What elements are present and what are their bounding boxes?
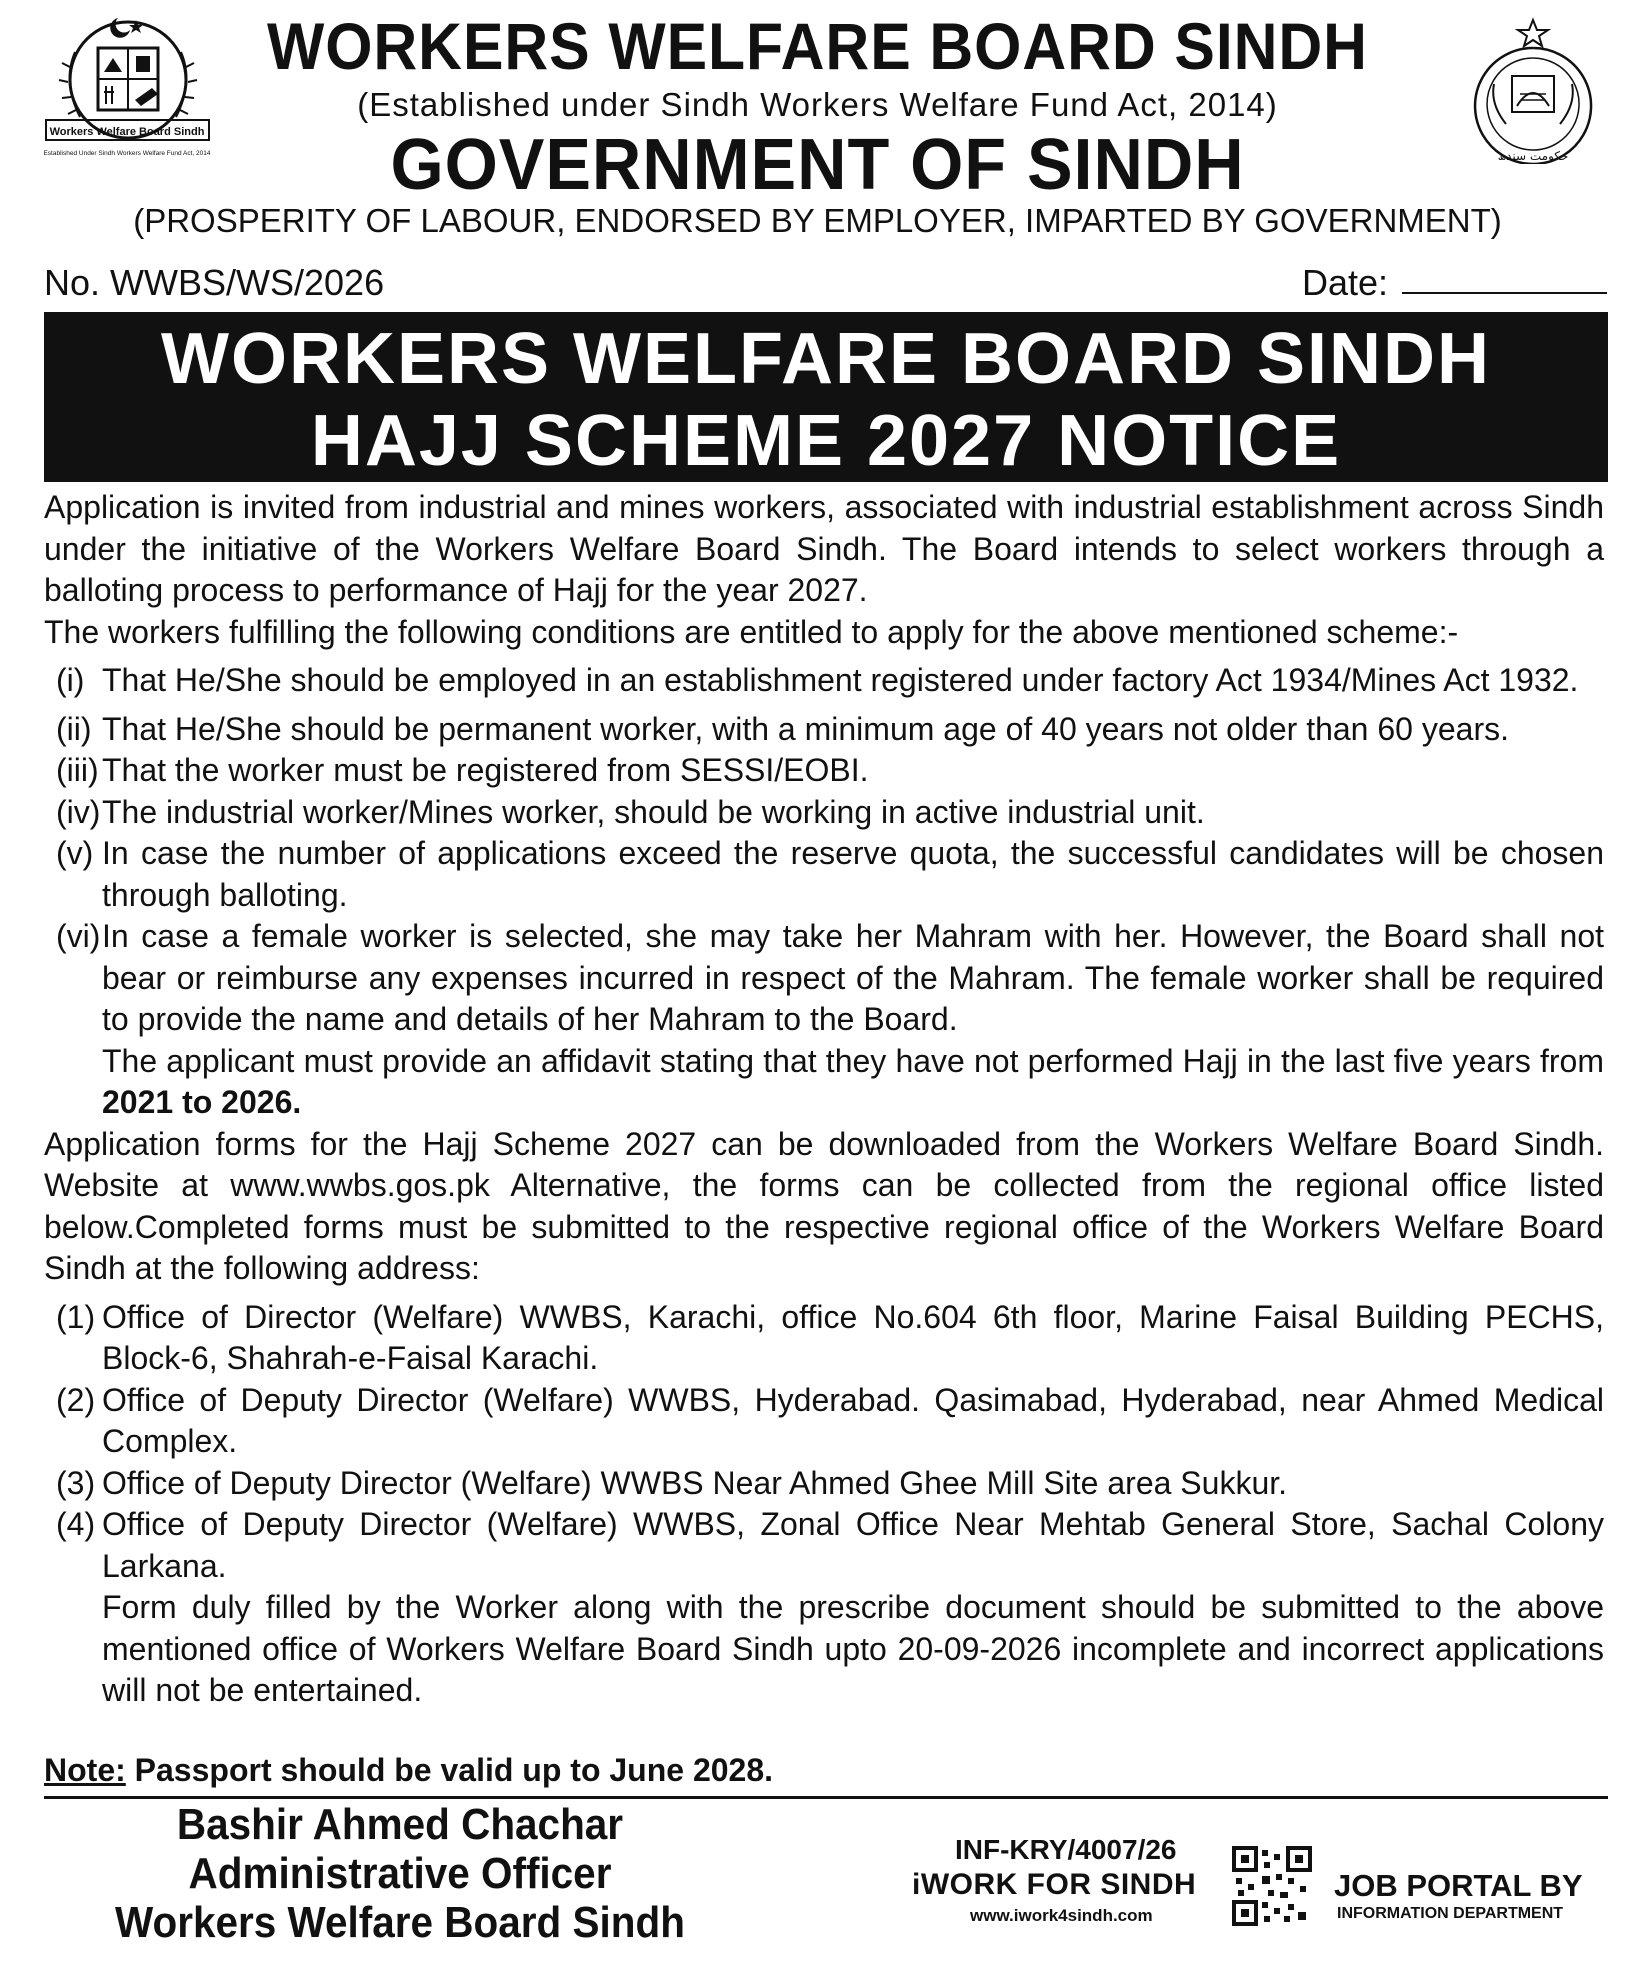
logo-left-subtext: Established Under Sindh Workers Welfare Fund Act, 2014 (43, 150, 211, 157)
iwork-url: www.iwork4sindh.com (970, 1906, 1153, 1925)
office-item (44, 1504, 1604, 1587)
information-department-label: INFORMATION DEPARTMENT (1337, 1905, 1564, 1922)
office-item (44, 1463, 1604, 1505)
office-text: Office of Director (Welfare) WWBS, Karachi, office No.604 6th floor, Marine Faisal Building PECHS, Block-6, Shahrah-e-Faisal Karachi. (102, 1298, 1604, 1376)
notice-body (44, 487, 1604, 1712)
condition-number: (i) (56, 662, 85, 698)
date-blank-line (1402, 292, 1607, 294)
job-portal-label: JOB PORTAL BY (1334, 1868, 1583, 1903)
conditions-lead: The workers fulfilling the following conditions are entitled to apply for the above mentioned scheme:- (44, 613, 1459, 650)
established-line: (Established under Sindh Workers Welfare Fund Act, 2014) (357, 86, 1278, 123)
date-label: Date: (1302, 262, 1389, 303)
office-number: (3) (56, 1464, 96, 1501)
condition-number: (v) (56, 835, 94, 871)
condition-text: The industrial worker/Mines worker, should be working in active industrial unit. (102, 793, 1205, 830)
note (44, 1752, 773, 1789)
submission-paragraph: Form duly filled by the Worker along with the prescribe document should be submitted to the above mentioned office of Workers Welfare Board Sindh upto 20-09-2026 incomplete and incorrect applications will not be entertained. (102, 1589, 1604, 1708)
forms-paragraph: Application forms for the Hajj Scheme 2027 can be downloaded from the Workers Welfare Board Sindh. Website at www.wwbs.gos.pk Alternative, the forms can be collected from the regional office listed below.Completed forms must be submitted to the respective regional office of the Workers Welfare Board Sindh at the following address: (44, 1125, 1604, 1286)
motto: (PROSPERITY OF LABOUR, ENDORSED BY EMPLOYER, IMPARTED BY GOVERNMENT) (133, 202, 1502, 239)
office-text: Office of Deputy Director (Welfare) WWBS, Hyderabad. Qasimabad, Hyderabad, near Ahmed Medical Complex. (102, 1381, 1604, 1459)
condition-text: That He/She should be employed in an establishment registered under factory Act 1934/Mines Act 1932. (102, 662, 1579, 698)
affidavit-paragraph (44, 1041, 1604, 1124)
condition-number: (ii) (56, 710, 92, 747)
qr-code-icon (1232, 1846, 1312, 1926)
note-label: Note: (44, 1752, 126, 1788)
condition-number: (iii) (56, 752, 99, 788)
logo-right-text: حکومت سندھ (1497, 149, 1569, 163)
condition-text: In case the number of applications exceed the reserve quota, the successful candidates will be chosen through balloting. (102, 835, 1604, 913)
banner-line-1: WORKERS WELFARE BOARD SINDH (161, 319, 1491, 399)
banner-line-2: HAJJ SCHEME 2027 NOTICE (310, 401, 1342, 481)
signatory-designation: Administrative Officer (188, 1849, 612, 1898)
signatory-organization: Workers Welfare Board Sindh (115, 1898, 685, 1947)
org-title: WORKERS WELFARE BOARD SINDH (267, 9, 1368, 83)
affidavit-text: The applicant must provide an affidavit stating that they have not performed Hajj in the last five years from (102, 1042, 1604, 1079)
condition-item (44, 709, 1604, 751)
condition-number: (vi) (56, 918, 101, 954)
office-number: (2) (56, 1381, 96, 1418)
iwork-prefix: i (912, 1868, 921, 1901)
iwork-logo (912, 1868, 1196, 1902)
condition-item (44, 833, 1604, 916)
logo-left-text: Workers Welfare Board Sindh (49, 126, 205, 138)
condition-text: In case a female worker is selected, she may take her Mahram with her. However, the Board shall not bear or reimburse any expenses incurred in respect of the Mahram. The female worker shall be required to provide the name and details of her Mahram to the Board. (102, 918, 1604, 1037)
iwork-label: WORK FOR SINDH (920, 1868, 1197, 1901)
affidavit-years: 2021 to 2026. (102, 1084, 302, 1120)
intro-paragraph: Application is invited from industrial and mines workers, associated with industrial establishment across Sindh under the initiative of the Workers Welfare Board Sindh. The Board intends to select workers through a balloting process to performance of Hajj for the year 2027. (44, 489, 1604, 608)
notice-banner (44, 312, 1608, 482)
office-item (44, 1297, 1604, 1380)
note-text: Passport should be valid up to June 2028. (125, 1752, 774, 1788)
office-text: Office of Deputy Director (Welfare) WWBS Near Ahmed Ghee Mill Site area Sukkur. (102, 1464, 1288, 1501)
government-title: GOVERNMENT OF SINDH (390, 125, 1245, 205)
condition-text: That He/She should be permanent worker, with a minimum age of 40 years not older than 60 years. (102, 710, 1509, 747)
signatory-name: Bashir Ahmed Chachar (176, 1800, 624, 1849)
condition-item (44, 660, 1604, 702)
office-text: Office of Deputy Director (Welfare) WWBS, Zonal Office Near Mehtab General Store, Sachal Colony Larkana. (102, 1506, 1604, 1584)
office-item (44, 1380, 1604, 1463)
inf-code: INF-KRY/4007/26 (955, 1834, 1177, 1865)
condition-text: That the worker must be registered from SESSI/EOBI. (102, 752, 869, 788)
office-number: (1) (56, 1298, 96, 1335)
condition-number: (iv) (56, 793, 101, 830)
signatory-block (0, 1800, 800, 1947)
office-number: (4) (56, 1506, 96, 1542)
reference-number: No. WWBS/WS/2026 (44, 262, 385, 303)
condition-item (44, 916, 1604, 1041)
condition-item (44, 792, 1604, 834)
condition-item (44, 750, 1604, 792)
